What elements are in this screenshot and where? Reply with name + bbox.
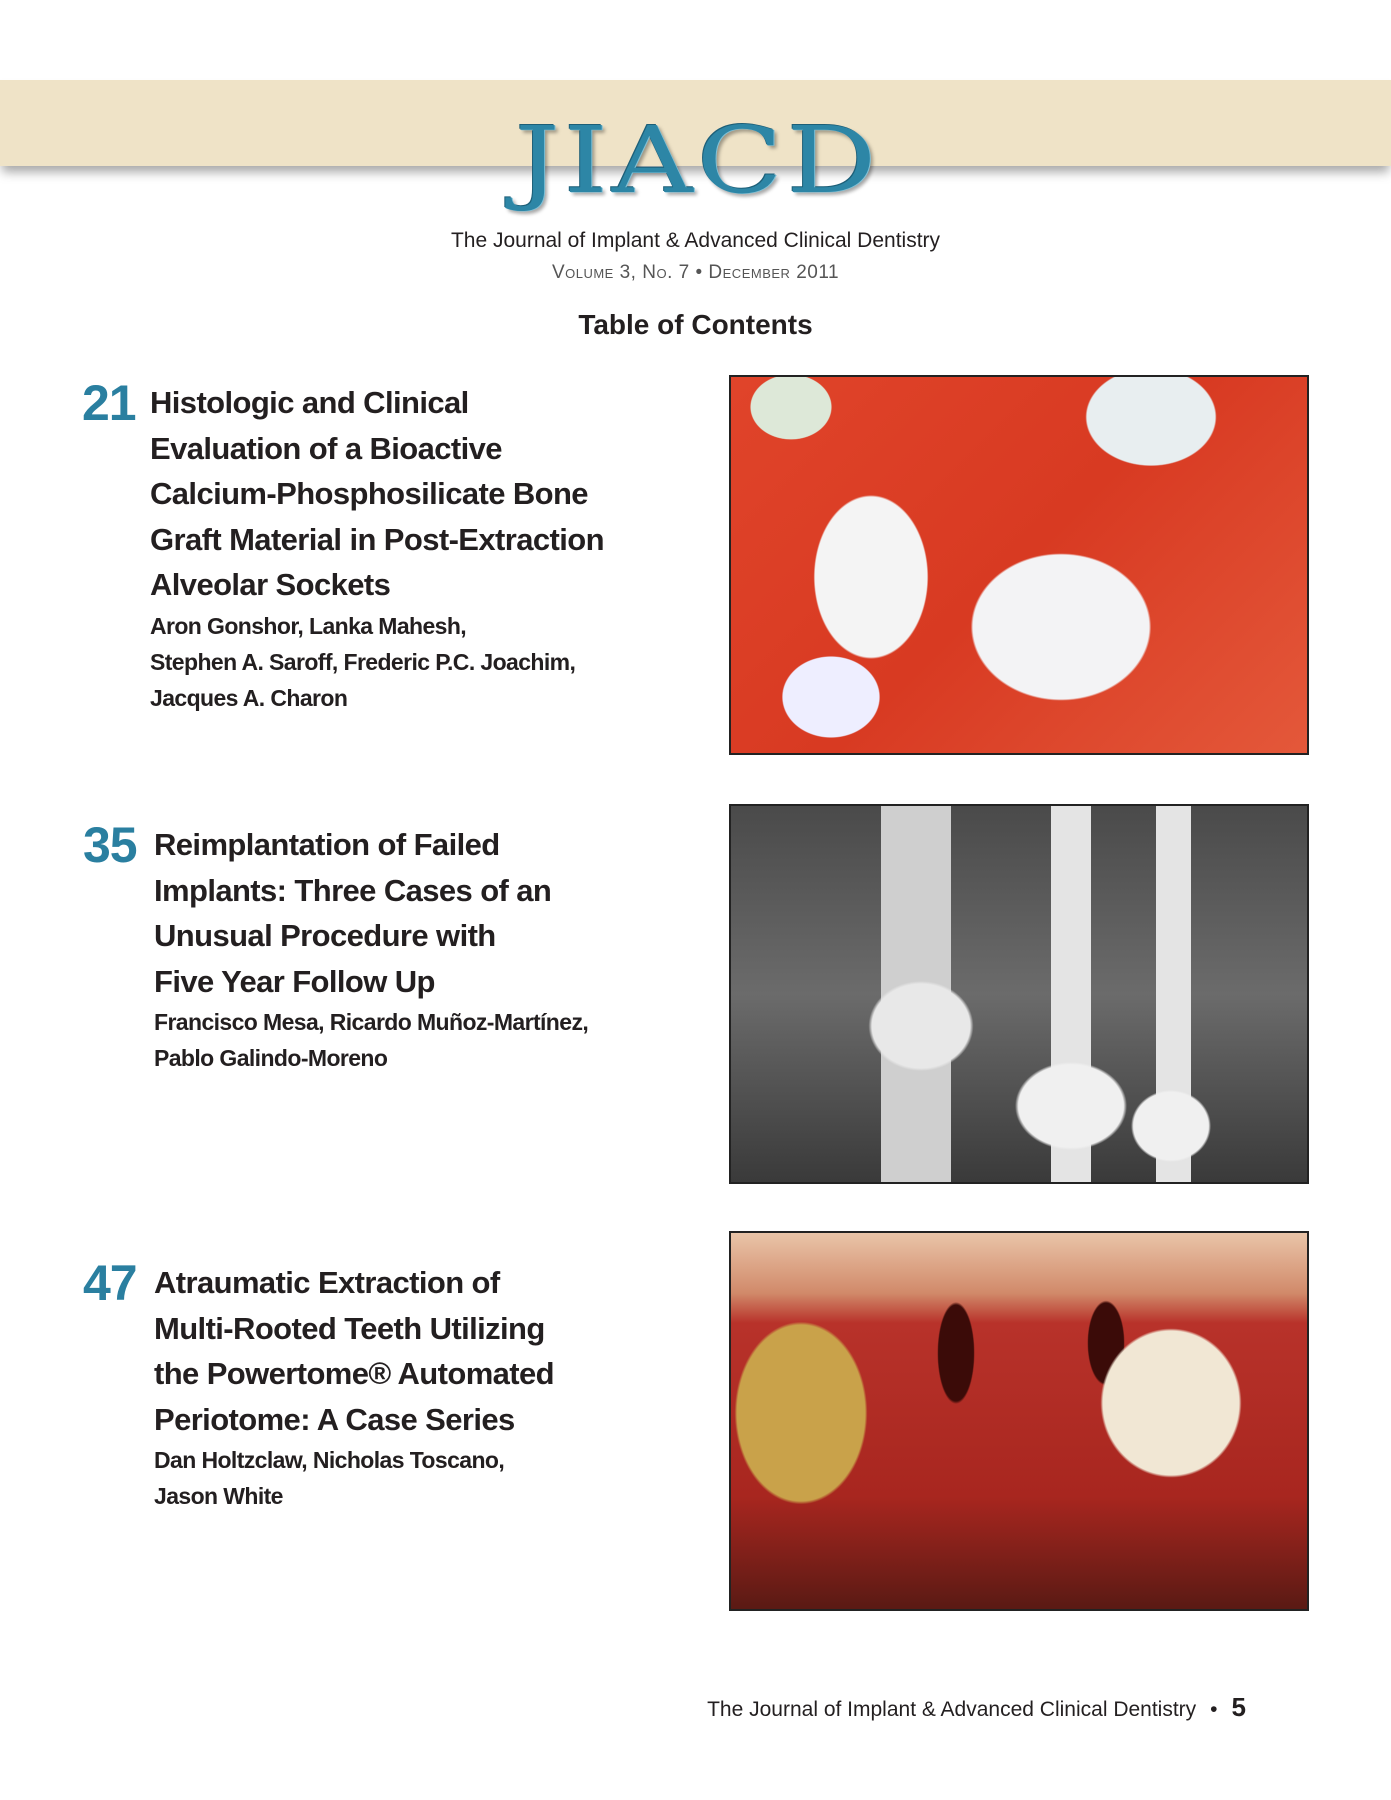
entry-page-number: 35	[83, 817, 137, 873]
footer-separator: •	[1210, 1698, 1218, 1721]
author-line: Pablo Galindo-Moreno	[154, 1045, 388, 1071]
author-line: Dan Holtzclaw, Nicholas Toscano,	[154, 1447, 505, 1473]
entry-authors	[154, 1442, 554, 1514]
histology-image	[729, 375, 1309, 755]
entry-page-number: 47	[83, 1255, 137, 1311]
author-line: Francisco Mesa, Ricardo Muñoz-Martínez,	[154, 1009, 589, 1035]
entry-authors	[154, 1004, 588, 1076]
author-line: Stephen A. Saroff, Frederic P.C. Joachim,	[150, 648, 576, 675]
title-line: Multi-Rooted Teeth Utilizing	[154, 1310, 545, 1346]
title-line: Atraumatic Extraction of	[154, 1265, 500, 1300]
footer-journal-name: The Journal of Implant & Advanced Clinical Dentistry	[707, 1698, 1197, 1721]
title-line: Reimplantation of Failed	[154, 827, 500, 862]
jiacd-logo: JIACD	[514, 107, 881, 214]
title-line: Unusual Procedure with	[154, 918, 496, 953]
author-line: Aron Gonshor, Lanka Mahesh,	[150, 612, 467, 639]
entry-page-number: 21	[82, 375, 136, 431]
title-line: the Powertome® Automated	[154, 1356, 554, 1391]
title-line: Implants: Three Cases of an	[154, 872, 552, 908]
title-line: Alveolar Sockets	[150, 567, 391, 602]
xray-image	[729, 804, 1309, 1184]
title-line: Histologic and Clinical	[150, 385, 469, 420]
entry-title[interactable]	[150, 380, 604, 716]
entry-authors	[150, 608, 604, 716]
extraction-site-image	[729, 1231, 1309, 1611]
entry-title[interactable]	[154, 822, 588, 1076]
page-footer	[707, 1692, 1246, 1723]
title-line: Five Year Follow Up	[154, 963, 435, 999]
page-number: 5	[1231, 1692, 1246, 1722]
toc-heading: Table of Contents	[578, 309, 813, 340]
entry-title[interactable]	[154, 1260, 554, 1514]
author-line: Jason White	[154, 1483, 283, 1509]
title-line: Graft Material in Post-Extraction	[150, 521, 604, 557]
title-line: Periotome: A Case Series	[154, 1401, 515, 1437]
journal-name: The Journal of Implant & Advanced Clinical Dentistry	[450, 229, 941, 252]
author-line: Jacques A. Charon	[150, 684, 348, 711]
volume-issue: Volume 3, No. 7 • December 2011	[551, 262, 840, 283]
title-line: Evaluation of a Bioactive	[150, 430, 502, 466]
title-line: Calcium-Phosphosilicate Bone	[150, 476, 588, 511]
